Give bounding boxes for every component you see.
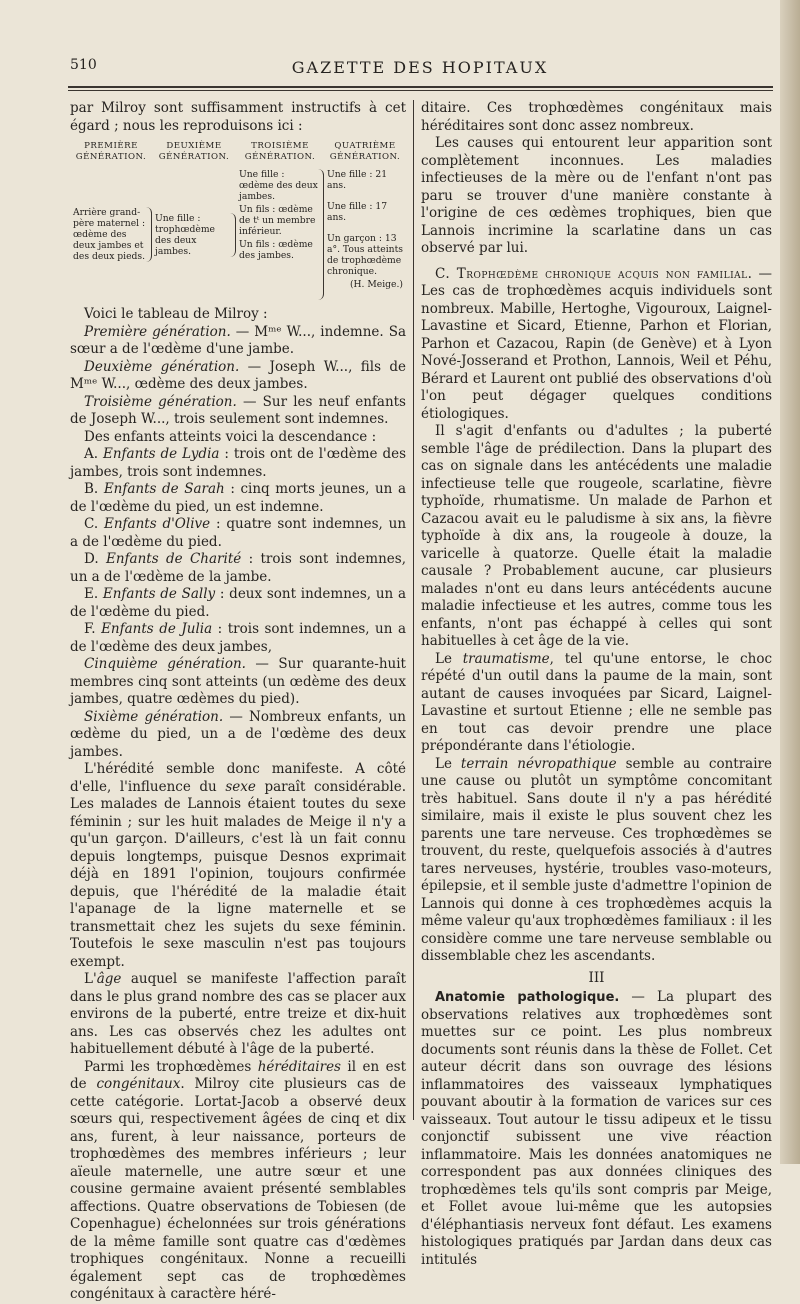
paragraph	[421, 651, 772, 756]
italic-term: Enfants de Sarah	[103, 481, 225, 497]
text: , tel qu'une entorse, le choc répété d'un outil dans la paume de la main, sont autant de causes invoquées par Sicard, Laignel-Lavastine et surtout Etienne ; elle ne semble pas en tout cas devoir prendre une place prépondérante dans l'étiologie.	[421, 650, 773, 754]
text: — Joseph W..., fils de Mᵐᵉ W..., œdème des deux jambes.	[70, 358, 407, 392]
text: — Sur quarante-huit membres cinq sont atteints (un œdème des deux jambes, quatre œdèmes du pied).	[70, 656, 406, 707]
paragraph	[70, 394, 406, 429]
header-rule-thin	[68, 90, 773, 91]
text: Le	[435, 650, 463, 667]
table-cell: Un fils : œdème des jambes.	[239, 239, 313, 261]
text: — Les cas de trophœdèmes acquis individuels sont nombreux. Mabille, Hertoghe, Vigouroux, Laignel-Lavastine et Sicard, Etienne, Parhon et Florian, Parhon et Cazacou, Rapin (de Genève) et à Lyon Nové-Josserand et Prothon, Lannois, Weil et Péhu, Bérard et Laurent ont publié des observations d'où l'on peut dégager quelques conditions étiologiques.	[421, 265, 772, 422]
table-cell: Un fils : œdème de tᵗ un membre inférieur.	[239, 204, 316, 237]
running-header: GAZETTE DES HOPITAUX	[291, 58, 549, 77]
section-subheading: C. Trophœdème chronique acquis non familial.	[435, 265, 753, 282]
table-cell: Une fille : 21 ans.	[327, 169, 388, 191]
label: F.	[84, 621, 102, 637]
table-cell-group	[324, 169, 406, 300]
paragraph	[70, 359, 406, 394]
italic-term: Sixième génération.	[84, 708, 224, 725]
text: L'	[84, 971, 97, 987]
section-heading: Anatomie pathologique.	[435, 990, 620, 1005]
italic-term: Deuxième génération.	[84, 358, 240, 375]
italic-term: Enfants de Julia	[101, 621, 213, 637]
table-header: DEUXIÈME GÉNÉRATION.	[158, 141, 230, 162]
label: B.	[84, 481, 104, 497]
italic-term: traumatisme	[462, 650, 550, 667]
table-cell: Arrière grand-père maternel : œdème des deux jambes et des deux pieds.	[70, 207, 152, 262]
italic-term: Enfants de Lydia	[102, 446, 220, 462]
table-cell: Une fille : œdème des deux jambes.	[239, 169, 318, 202]
paragraph	[70, 709, 406, 762]
table-cell: Un garçon : 13 a°. Tous atteints de trophœdème chronique.	[327, 233, 403, 277]
italic-term: Enfants de Sally	[102, 586, 216, 602]
text: : quatre sont indemnes, un a de l'œdème du pied.	[70, 516, 407, 550]
italic-term: âge	[96, 971, 122, 987]
left-column	[70, 100, 406, 1304]
paragraph	[70, 516, 406, 551]
right-column	[421, 100, 772, 1269]
italic-term: congénitaux	[96, 1076, 181, 1092]
paragraph	[70, 1059, 406, 1304]
text: Le	[435, 755, 461, 772]
table-header: TROISIÈME GÉNÉRATION.	[244, 141, 316, 162]
paragraph	[70, 586, 406, 621]
text: — Nombreux enfants, un œdème du pied, un a de l'œdème des deux jambes.	[70, 708, 406, 760]
paragraph	[70, 621, 406, 656]
paragraph: Les causes qui entourent leur apparition sont complètement inconnues. Les maladies infectieuses de la mère ou de l'enfant n'ont pas paru se trouver d'une manière constante à l'origine de ces œdèmes trophiques, bien que Lannois incrimine la scarlatine dans un cas observé par lui.	[421, 135, 772, 256]
text: semble au contraire une cause ou plutôt un symptôme concomitant très habituel. Sans doute il n'y a pas hérédité similaire, mais il existe le plus souvent chez les parents une tare nerveuse. Ces trophœdèmes se trouvent, du reste, quelquefois associés à d'autres tares nerveuses, hystérie, troubles vaso-moteurs, épilepsie, et il semble juste d'admettre l'opinion de Lannois qui donne à ces trophœdèmes acquis la même valeur qu'aux trophœdèmes familiaux : il les considère comme une tare nerveuse semblable ou dissemblable chez les ascendants.	[421, 755, 772, 964]
header-rule	[68, 86, 773, 88]
text: : trois ont de l'œdème des jambes, trois sont indemnes.	[70, 446, 406, 480]
paragraph: par Milroy sont suffisamment instructifs à cet égard ; nous les reproduisons ici :	[70, 100, 406, 134]
text: L'hérédité semble donc manifeste. A côté d'elle, l'influence du	[70, 761, 406, 795]
paragraph: Voici le tableau de Milroy :	[84, 306, 268, 322]
paragraph	[70, 446, 406, 481]
italic-term: Enfants d'Olive	[103, 516, 211, 532]
text: : trois sont indemnes, un a de l'œdème des deux jambes,	[70, 621, 406, 655]
table-header: PREMIÈRE GÉNÉRATION.	[75, 141, 147, 162]
paragraph	[421, 266, 772, 424]
text: — Mᵐᵉ W..., indemne. Sa sœur a de l'œdème d'une jambe.	[70, 323, 407, 357]
text: . Milroy cite plusieurs cas de cette catégorie. Lortat-Jacob a observé deux sœurs qui, respectivement âgées de cinq et dix ans, furent, à leur naissance, porteurs de trophœdèmes des membres inférieurs ; leur aïeule maternelle, une autre sœur et une cousine germaine avaient présenté semblables affections. Quatre observations de Tobiesen (de Copenhague) échelonnées sur trois générations de la même famille sont quatre cas d'œdèmes trophiques congénitaux. Nonne a recueilli également sept cas de trophœdèmes congénitaux à caractère héré-	[70, 1076, 406, 1302]
text: — La plupart des observations relatives aux trophœdèmes sont muettes sur ce point. Les plus nombreux documents sont réunis dans la thèse de Follet. Cet auteur décrit dans son ouvrage des lésions inflammatoires des vaisseaux lymphatiques pouvant aboutir à la formation de varices sur ces vaisseaux. Tout autour le tissu adipeux et le tissu conjonctif subissent une vive réaction inflammatoire. Mais les données anatomiques ne correspondent pas aux données cliniques des trophœdèmes tels qu'ils sont compris par Meige, et Follet avoue lui-même que les autopsies d'éléphantiasis nerveux font défaut. Les examens histologiques pratiqués par Jardan dans deux cas intitulés	[421, 989, 772, 1268]
text: — Sur les neuf enfants de Joseph W..., trois seulement sont indemnes.	[70, 393, 406, 427]
paragraph: Des enfants atteints voici la descendance :	[84, 428, 377, 445]
genealogy-table	[70, 141, 406, 300]
paragraph: ditaire. Ces trophœdèmes congénitaux mais héréditaires sont donc assez nombreux.	[421, 100, 772, 134]
paragraph	[70, 761, 406, 971]
text: Parmi les trophœdèmes	[84, 1058, 258, 1075]
italic-term: Enfants de Charité	[106, 551, 242, 567]
paragraph	[421, 756, 772, 966]
label: E.	[84, 586, 103, 602]
text: auquel se manifeste l'affection paraît dans le plus grand nombre des cas se placer aux environs de la puberté, entre treize et dix-huit ans. Les cas observés chez les adultes ont habituellement débuté à l'âge de la puberté.	[70, 971, 406, 1057]
paragraph	[70, 324, 406, 359]
italic-term: sexe	[225, 778, 256, 795]
italic-term: Troisième génération.	[84, 393, 237, 410]
italic-term: Première génération.	[84, 323, 231, 340]
text: paraît considérable. Les malades de Lannois étaient toutes du sexe féminin ; sur les huit malades de Meige il n'y a qu'un garçon. D'ailleurs, c'est là un fait connu depuis longtemps, puisque Desnos exprimait déjà en 1891 l'opinion, toujours confirmée depuis, que l'hérédité de la maladie était l'apanage de la ligne maternelle et se transmettait chez les sujets du sexe féminin. Toutefois le sexe masculin n'est pas toujours exempt.	[70, 778, 406, 970]
text: : trois sont indemnes, un a de l'œdème de la jambe.	[70, 551, 406, 585]
paragraph	[421, 989, 772, 1269]
page-number: 510	[70, 57, 97, 73]
label: C.	[84, 516, 104, 532]
text: : deux sont indemnes, un a de l'œdème du pied.	[70, 586, 406, 620]
label: D.	[84, 551, 106, 567]
table-cell-group	[236, 169, 324, 300]
text: : cinq morts jeunes, un a de l'œdème du pied, un est indemne.	[70, 481, 406, 515]
paragraph	[70, 656, 406, 709]
italic-term: héréditaires	[257, 1058, 341, 1075]
label: A.	[84, 446, 103, 462]
paragraph	[70, 971, 406, 1059]
text: il en est de	[70, 1058, 406, 1092]
paragraph	[70, 481, 406, 516]
section-number: III	[588, 969, 605, 986]
italic-term: Cinquième génération.	[84, 656, 246, 672]
page-edge	[780, 0, 800, 1164]
column-separator	[413, 100, 414, 1120]
paragraph: Il s'agit d'enfants ou d'adultes ; la puberté semble l'âge de prédilection. Dans la plupart des cas on signale dans les antécédents une maladie infectieuse telle que rougeole, scarlatine, fièvre typhoïde, rhumatisme. Un malade de Parhon et Cazacou avait eu le paludisme à six ans, la fièvre typhoïde à dix ans, la rougeole à douze, la varicelle à quatorze. Quelle était la maladie causale ? Probablement aucune, car plusieurs malades n'ont eu dans leurs antécédents aucune maladie infectieuse et les autres, comme tous les enfants, n'ont pas échappé à celles qui sont habituelles à cet âge de la vie.	[421, 423, 772, 649]
table-cell: Une fille : trophœdème des deux jambes.	[152, 213, 236, 257]
paragraph	[70, 551, 406, 586]
table-signature: (H. Meige.)	[349, 279, 403, 290]
table-cell: Une fille : 17 ans.	[327, 201, 388, 223]
italic-term: terrain névropathique	[460, 755, 617, 772]
table-header: QUATRIÈME GÉNÉRATION.	[329, 141, 401, 162]
